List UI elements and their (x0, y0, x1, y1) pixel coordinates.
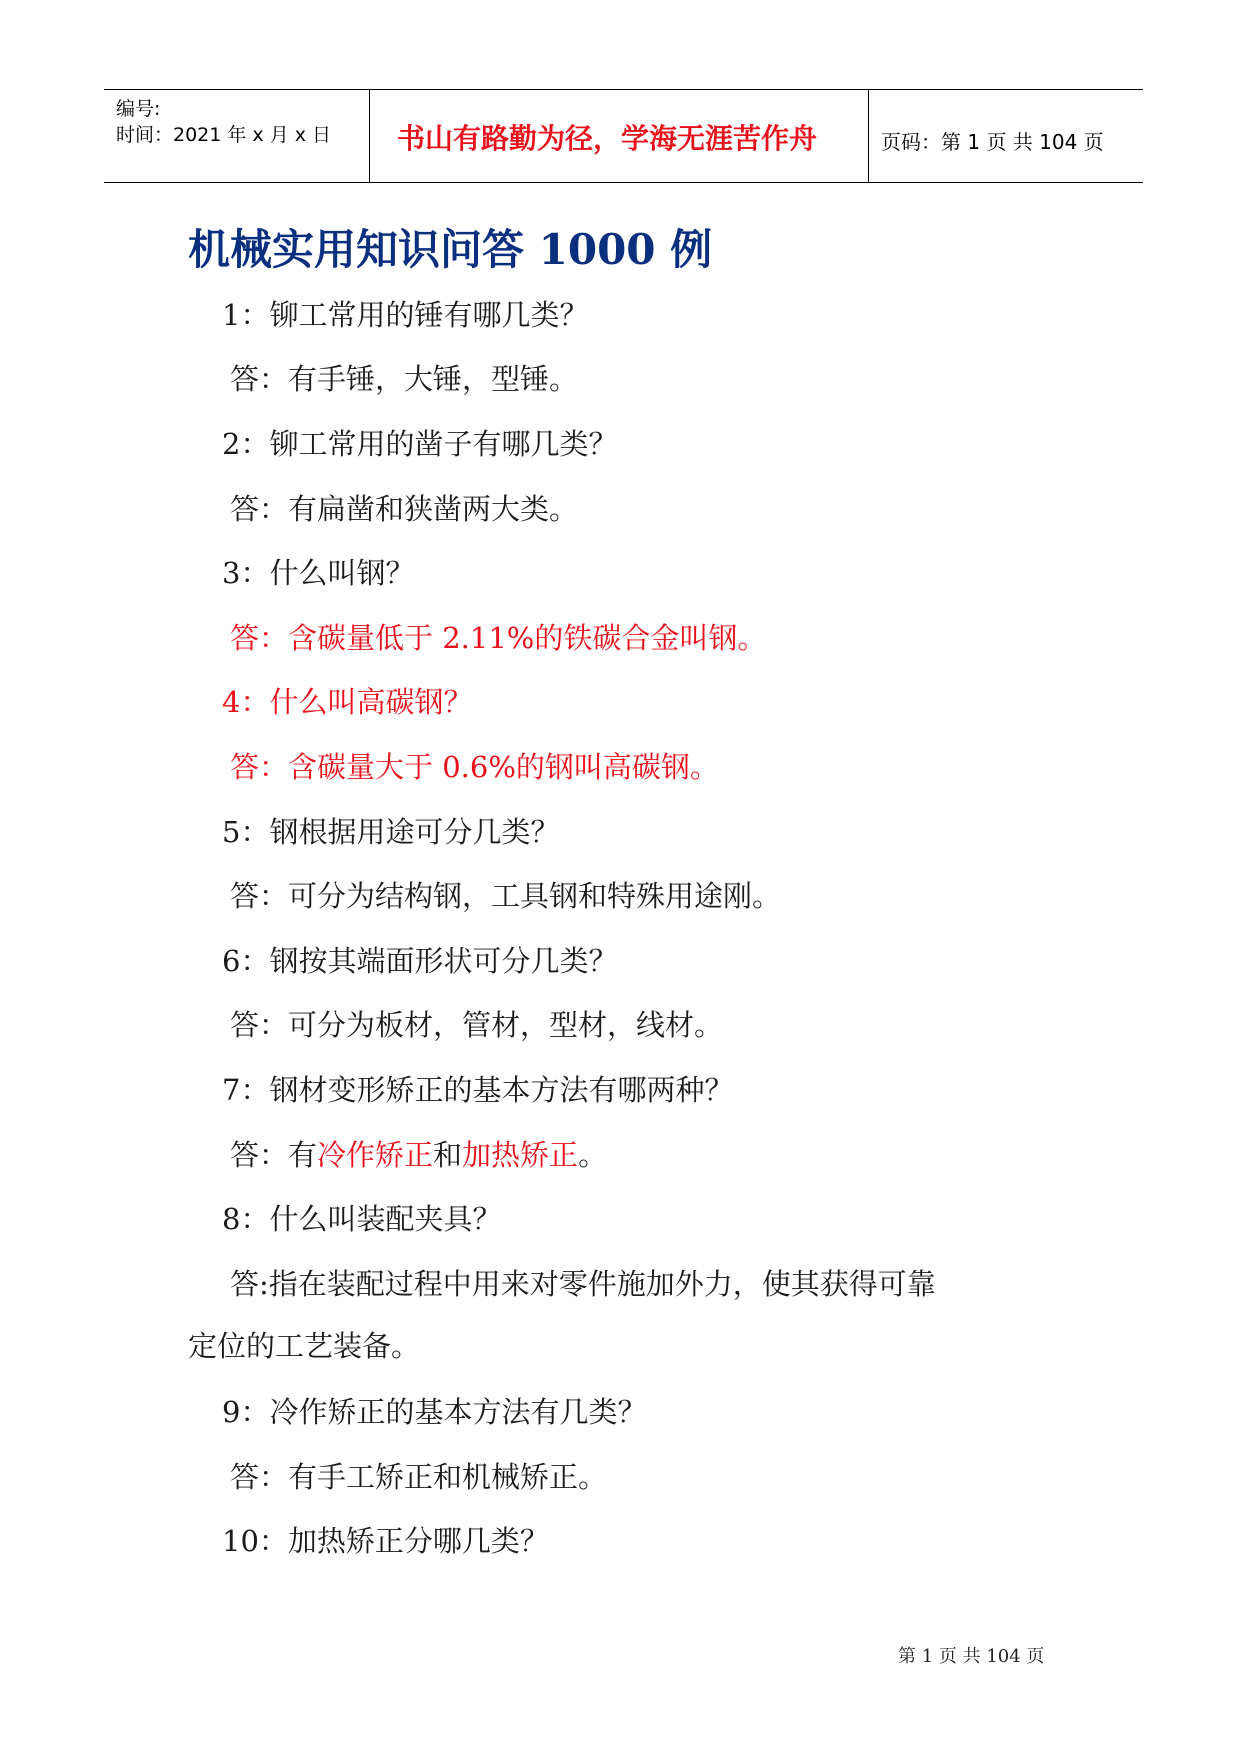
question-5: 5：钢根据用途可分几类？ (222, 815, 560, 849)
answer-4: 答：含碳量大于 0.6%的钢叫高碳钢。 (230, 750, 719, 784)
question-8: 8：什么叫装配夹具？ (222, 1202, 502, 1236)
question-6: 6：钢按其端面形状可分几类？ (222, 944, 618, 978)
question-4: 4：什么叫高碳钢？ (222, 685, 473, 719)
answer-8-line-1: 答:指在装配过程中用来对零件施加外力，使其获得可靠 (230, 1267, 936, 1301)
question-7: 7：钢材变形矫正的基本方法有哪两种？ (222, 1073, 734, 1107)
question-10: 10：加热矫正分哪几类？ (222, 1524, 549, 1558)
answer-7-prefix: 答：有 (230, 1138, 318, 1172)
serial-number-label: 编号: (116, 98, 161, 120)
answer-7-cold-straightening: 冷作矫正 (317, 1138, 434, 1172)
answer-7-heat-straightening: 加热矫正 (462, 1138, 579, 1172)
header-meta-cell (104, 90, 370, 182)
question-9: 9：冷作矫正的基本方法有几类？ (222, 1395, 647, 1429)
date-label: 时间：2021 年 x 月 x 日 (116, 124, 332, 146)
answer-7-and: 和 (433, 1138, 463, 1172)
document-title: 机械实用知识问答 1000 例 (188, 225, 713, 274)
document-header (104, 89, 1143, 183)
answer-5: 答：可分为结构钢，工具钢和特殊用途刚。 (230, 879, 782, 913)
question-3: 3：什么叫钢？ (222, 556, 415, 590)
answer-3: 答：含碳量低于 2.11%的铁碳合金叫钢。 (230, 621, 767, 655)
question-2: 2：铆工常用的凿子有哪几类？ (222, 427, 618, 461)
answer-1: 答：有手锤，大锤，型锤。 (230, 362, 579, 396)
answer-9: 答：有手工矫正和机械矫正。 (230, 1460, 608, 1494)
answer-8-line-2: 定位的工艺装备。 (188, 1329, 421, 1363)
motto-text: 书山有路勤为径，学海无涯苦作舟 (397, 122, 818, 155)
header-page-cell (869, 90, 1143, 182)
question-1: 1：铆工常用的锤有哪几类？ (222, 298, 589, 332)
answer-7-period: 。 (578, 1138, 608, 1172)
page-footer: 第 1 页 共 104 页 (898, 1646, 1045, 1667)
answer-7 (230, 1133, 607, 1174)
header-motto-cell (370, 90, 869, 182)
answer-2: 答：有扁凿和狭凿两大类。 (230, 492, 579, 526)
answer-6: 答：可分为板材，管材，型材，线材。 (230, 1008, 724, 1042)
page-info: 页码：第 1 页 共 104 页 (881, 130, 1104, 154)
